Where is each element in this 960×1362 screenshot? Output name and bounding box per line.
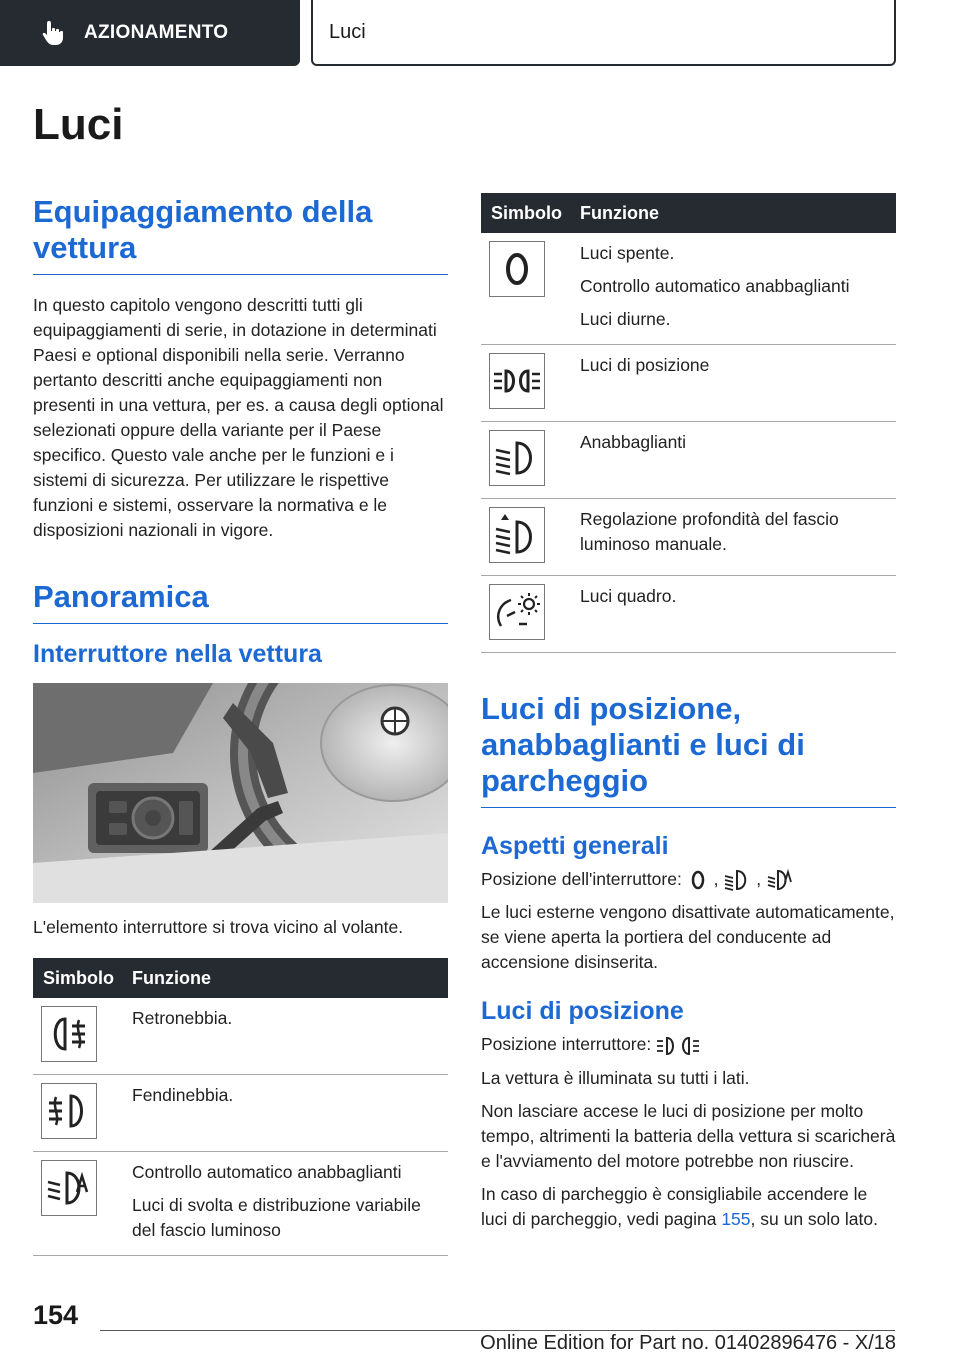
- lights-off-icon: [497, 249, 537, 289]
- page-number: 154: [33, 1300, 79, 1330]
- table-row: [33, 1075, 448, 1152]
- function-text: Luci di svolta e distribuzione variabile del fascio luminoso: [132, 1195, 421, 1240]
- symbol-table-right: [481, 193, 896, 653]
- hand-pointer-icon: [38, 18, 68, 48]
- function-text: Controllo automatico anabbaglianti: [580, 276, 850, 296]
- right-column: [481, 193, 896, 1232]
- left-column: [33, 194, 448, 1256]
- general-subheading: Aspetti generali: [481, 832, 669, 860]
- general-switch-line: Posizione dell'interruttore: , ,: [481, 867, 896, 892]
- col-symbol: Simbolo: [33, 958, 129, 998]
- function-text: Fendinebbia.: [132, 1085, 234, 1105]
- low-beam-icon: [723, 868, 751, 892]
- pos-text-2: Non lasciare accese le luci di posizione per molto tempo, altrimenti la batteria della vettura si scaricherà e l'avviamento del motore potrebbe non riuscire.: [481, 1100, 896, 1171]
- edition-footer: Online Edition for Part no. 01402896476 - X/18: [480, 1332, 896, 1354]
- front-fog-light-icon: [45, 1091, 93, 1131]
- parking-lights-icon: [656, 1034, 700, 1058]
- equip-text: In questo capitolo vengono descritti tutti gli equipaggiamenti di serie, in dotazione in determinati Paesi e optional disponibili nella serie. Verranno pertanto descritti anche equipaggiamenti non presenti in una vettura, per es. a causa degli optional selezionati oppure della variante per il Paese specifico. Questo vale anche per le funzioni e i sistemi di sicurezza. Per utilizzare le rispettive funzioni e sistemi, osservare la normativa e le disposizioni nazionali in vigore.: [33, 295, 444, 540]
- section-header: [311, 0, 896, 66]
- low-beam-icon: [493, 438, 541, 478]
- page-title: Luci: [33, 100, 124, 149]
- pos-text-1: La vettura è illuminata su tutti i lati.: [481, 1067, 750, 1088]
- section-header-label: Luci: [329, 20, 366, 43]
- pos-switch-line: Posizione interruttore:: [481, 1032, 896, 1057]
- function-text: Controllo automatico anabbaglianti: [132, 1162, 402, 1182]
- function-text: Luci diurne.: [580, 309, 671, 329]
- table-row: [481, 576, 896, 653]
- switch-subheading: Interruttore nella vettura: [33, 640, 322, 668]
- function-text: Retronebbia.: [132, 1008, 233, 1028]
- instrument-lighting-icon: [493, 590, 541, 634]
- col-symbol: Simbolo: [481, 193, 577, 233]
- lights-off-icon: [687, 868, 709, 892]
- table-row: [481, 422, 896, 499]
- table-row: [481, 345, 896, 422]
- col-function: Funzione: [129, 958, 448, 998]
- function-text: Regolazione profondità del fascio luminoso manuale.: [580, 509, 839, 554]
- function-text: Luci di posizione: [580, 355, 710, 375]
- table-row: [33, 998, 448, 1075]
- parking-lights-icon: [492, 361, 542, 401]
- parking-lights-subheading: Luci di posizione: [481, 997, 684, 1026]
- table-row: [33, 1152, 448, 1256]
- function-text: Luci spente.: [580, 243, 675, 263]
- auto-headlight-icon: [766, 868, 794, 892]
- table-row: [481, 499, 896, 576]
- switch-caption: L'elemento interruttore si trova vicino al volante.: [33, 917, 404, 937]
- chapter-tab-label: AZIONAMENTO: [84, 22, 229, 43]
- general-text: Le luci esterne vengono disattivate automaticamente, se viene aperta la portiera del conducente ad accensione disinserita.: [481, 902, 895, 973]
- function-text: Anabbaglianti: [580, 432, 687, 452]
- table-row: [481, 233, 896, 345]
- switch-photo: [33, 683, 448, 903]
- col-function: Funzione: [577, 193, 896, 233]
- symbol-table-left: [33, 958, 448, 1256]
- rear-fog-light-icon: [45, 1014, 93, 1054]
- equip-heading: Equipaggiamento della vettura: [33, 194, 448, 275]
- footer-divider: [100, 1330, 895, 1331]
- page-link-155[interactable]: 155: [721, 1208, 751, 1229]
- function-text: Luci quadro.: [580, 586, 677, 606]
- positions-heading: Luci di posizione, anabbaglianti e luci di parcheggio: [481, 691, 896, 808]
- chapter-tab[interactable]: [0, 0, 300, 66]
- headlight-range-icon: [493, 513, 541, 557]
- auto-headlight-icon: [45, 1168, 93, 1208]
- panoramica-heading: Panoramica: [33, 579, 448, 624]
- pos-text-3: In caso di parcheggio è consigliabile accendere le luci di parcheggio, vedi pagina 155, su un solo lato.: [481, 1183, 878, 1229]
